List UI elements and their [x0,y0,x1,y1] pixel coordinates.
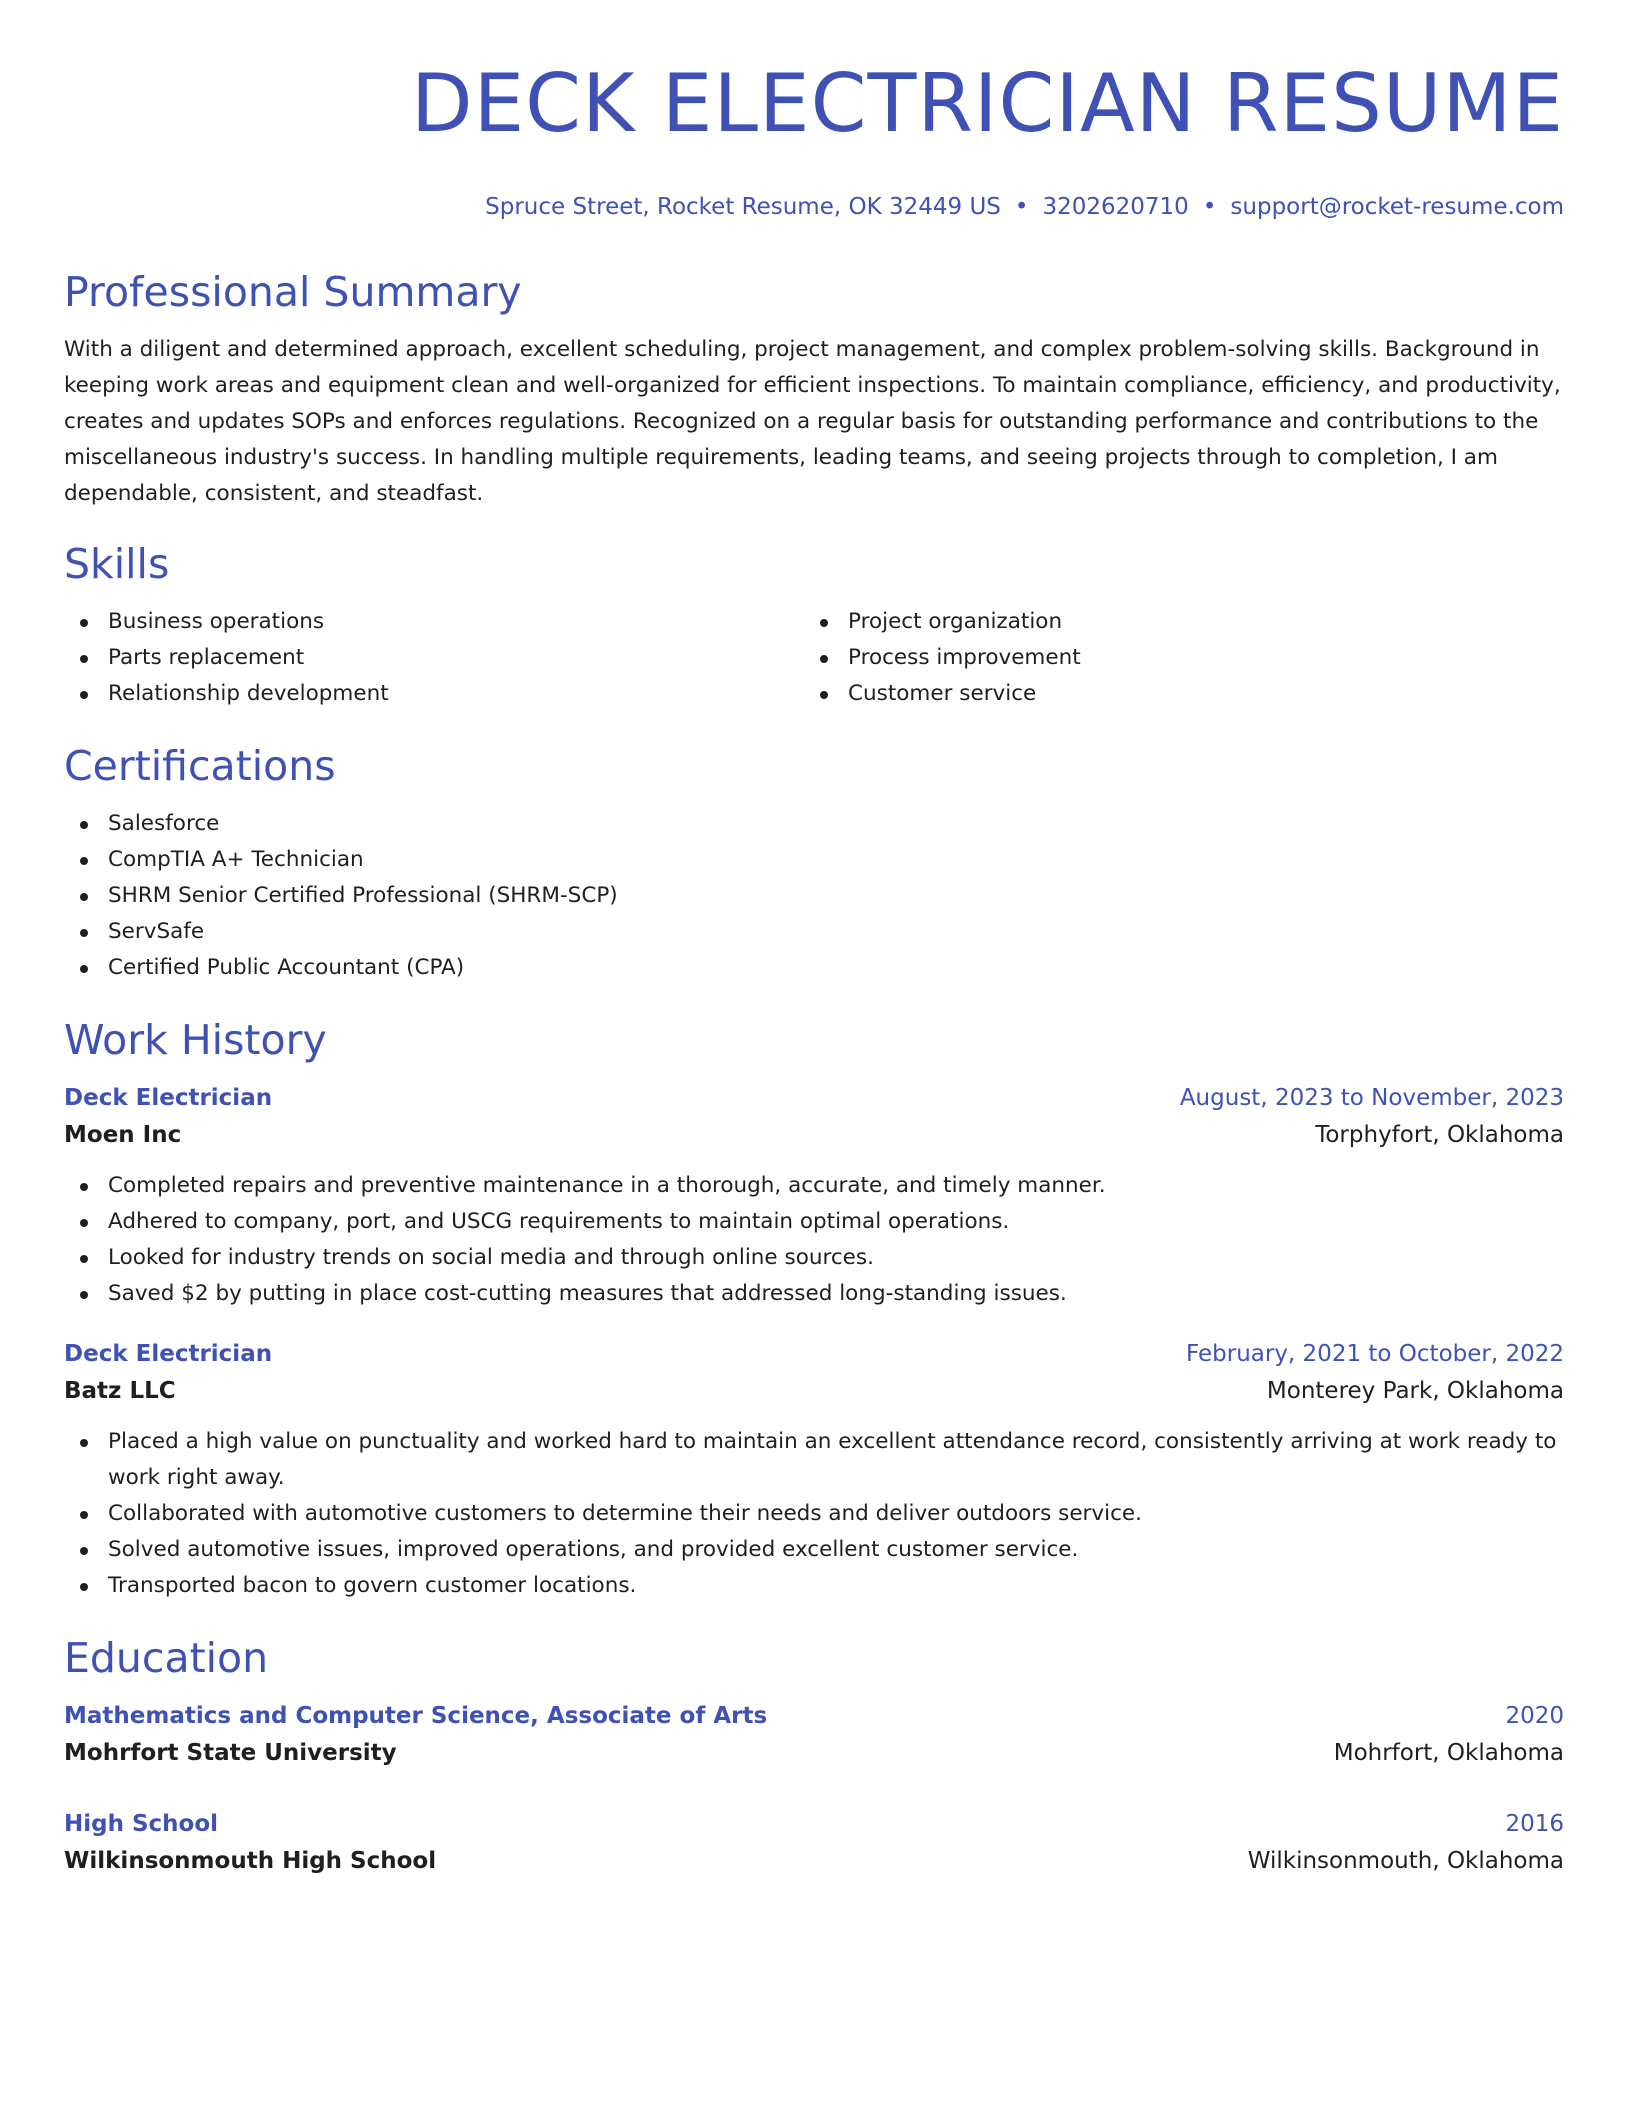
education-section [64,1632,1564,1880]
job-location: Monterey Park, Oklahoma [1266,1378,1564,1404]
education-school: Mohrfort State University [64,1740,397,1766]
education-school-row [64,1734,1564,1772]
certification-item: Certified Public Accountant (CPA) [64,950,1564,986]
contact-line [64,190,1564,224]
education-header-row [64,1698,1564,1734]
job-bullet: Collaborated with automotive customers to determine their needs and deliver outdoors service. [64,1496,1564,1532]
education-school-row [64,1842,1564,1880]
job-title: Deck Electrician [64,1341,273,1367]
education-year: 2016 [1505,1811,1564,1837]
contact-separator: • [1202,194,1217,220]
job-entry [64,1080,1564,1312]
job-bullets [64,1168,1564,1312]
skill-item: Business operations [64,604,804,640]
job-bullet: Solved automotive issues, improved operations, and provided excellent customer service. [64,1532,1564,1568]
education-year: 2020 [1505,1703,1564,1729]
contact-phone: 3202620710 [1042,194,1189,220]
job-company: Moen Inc [64,1122,182,1148]
job-dates: August, 2023 to November, 2023 [1179,1085,1564,1111]
education-degree: High School [64,1811,219,1837]
job-bullet: Adhered to company, port, and USCG requirements to maintain optimal operations. [64,1204,1564,1240]
job-location: Torphyfort, Oklahoma [1315,1122,1564,1148]
certification-item: SHRM Senior Certified Professional (SHRM-SCP) [64,878,1564,914]
skill-item: Customer service [804,676,1544,712]
skill-item: Relationship development [64,676,804,712]
job-header-row [64,1336,1564,1372]
skills-grid [64,604,1564,712]
skill-item: Parts replacement [64,640,804,676]
job-company-row [64,1372,1564,1410]
job-header-row [64,1080,1564,1116]
education-entry [64,1698,1564,1772]
contact-address: Spruce Street, Rocket Resume, OK 32449 US [485,194,1001,220]
certification-item: CompTIA A+ Technician [64,842,1564,878]
skills-section [64,538,1564,712]
job-dates: February, 2021 to October, 2022 [1186,1341,1564,1367]
summary-heading: Professional Summary [64,268,522,316]
certifications-heading: Certifications [64,742,336,790]
certification-item: ServSafe [64,914,1564,950]
certifications-section [64,740,1564,986]
skills-list-left [64,604,804,712]
job-title: Deck Electrician [64,1085,273,1111]
job-company-row [64,1116,1564,1154]
skills-heading: Skills [64,540,170,588]
job-bullet: Placed a high value on punctuality and worked hard to maintain an excellent attendance record, consistently arriving at work ready to work right away. [64,1424,1564,1496]
job-bullet: Completed repairs and preventive maintenance in a thorough, accurate, and timely manner. [64,1168,1564,1204]
education-header-row [64,1806,1564,1842]
summary-text: With a diligent and determined approach, excellent scheduling, project management, and complex problem-solving skills. Background in keeping work areas and equipment clean and well-organized for efficient inspections. To maintain compliance, efficiency, and productivity, creates and updates SOPs and enforces regulations. Recognized on a regular basis for outstanding performance and contributions to the miscellaneous industry's success. In handling multiple requirements, leading teams, and seeing projects through to completion, I am dependable, consistent, and steadfast. [64,337,1561,506]
education-degree: Mathematics and Computer Science, Associate of Arts [64,1703,768,1729]
job-bullet: Transported bacon to govern customer locations. [64,1568,1564,1604]
resume-title: DECK ELECTRICIAN RESUME [411,57,1564,150]
education-heading: Education [64,1634,269,1682]
education-location: Mohrfort, Oklahoma [1333,1740,1564,1766]
skill-item: Project organization [804,604,1544,640]
education-school: Wilkinsonmouth High School [64,1848,437,1874]
contact-separator: • [1014,194,1029,220]
certification-item: Salesforce [64,806,1564,842]
job-bullet: Looked for industry trends on social media and through online sources. [64,1240,1564,1276]
education-entry [64,1806,1564,1880]
skills-list-right [804,604,1544,712]
job-bullets [64,1424,1564,1604]
education-location: Wilkinsonmouth, Oklahoma [1247,1848,1564,1874]
contact-email[interactable]: support@rocket-resume.com [1230,194,1564,220]
job-company: Batz LLC [64,1378,176,1404]
resume-page [64,48,1564,1880]
job-bullet: Saved $2 by putting in place cost-cutting measures that addressed long-standing issues. [64,1276,1564,1312]
summary-section [64,266,1564,512]
certifications-list [64,806,1564,986]
skill-item: Process improvement [804,640,1544,676]
work-heading: Work History [64,1016,327,1064]
work-section [64,1014,1564,1604]
job-entry [64,1336,1564,1604]
